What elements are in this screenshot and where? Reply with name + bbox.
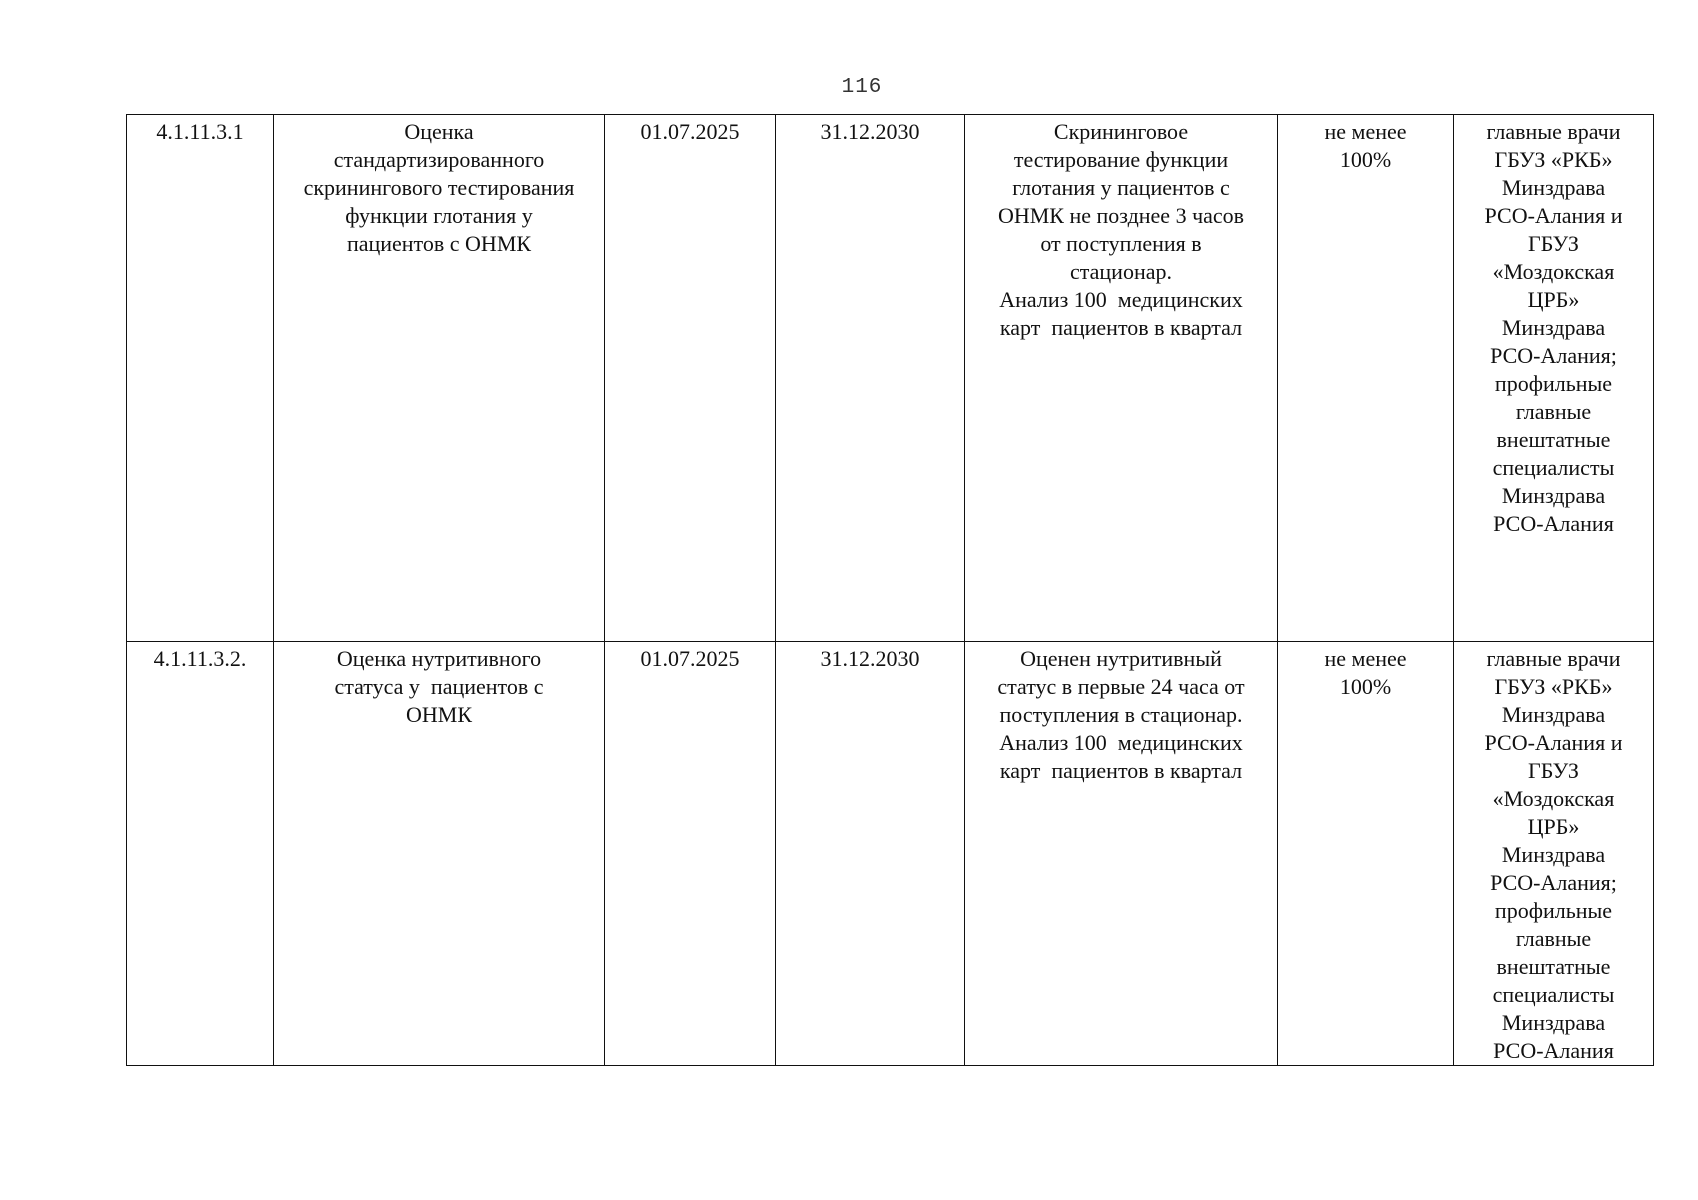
cell-result: Оценен нутритивный статус в первые 24 часа от поступления в стационар. Анализ 100 медицинских карт пациентов в квартал — [965, 642, 1278, 1066]
cell-start-date: 01.07.2025 — [605, 115, 776, 642]
cell-target: не менее 100% — [1278, 115, 1454, 642]
table-row — [127, 642, 1654, 1066]
cell-result: Скрининговое тестирование функции глотания у пациентов с ОНМК не позднее 3 часов от поступления в стационар. Анализ 100 медицинских карт пациентов в квартал — [965, 115, 1278, 642]
cell-code: 4.1.11.3.2. — [127, 642, 274, 1066]
table-row — [127, 115, 1654, 642]
cell-target: не менее 100% — [1278, 642, 1454, 1066]
cell-code: 4.1.11.3.1 — [127, 115, 274, 642]
measures-table — [126, 114, 1654, 1066]
cell-responsible: главные врачи ГБУЗ «РКБ» Минздрава РСО-Алания и ГБУЗ «Моздокская ЦРБ» Минздрава РСО-Алания; профильные главные внештатные специалисты Минздрава РСО-Алания — [1454, 642, 1654, 1066]
cell-title: Оценка стандартизированного скринингового тестирования функции глотания у пациентов с ОНМК — [274, 115, 605, 642]
cell-responsible: главные врачи ГБУЗ «РКБ» Минздрава РСО-Алания и ГБУЗ «Моздокская ЦРБ» Минздрава РСО-Алания; профильные главные внештатные специалисты Минздрава РСО-Алания — [1454, 115, 1654, 642]
cell-end-date: 31.12.2030 — [776, 115, 965, 642]
page-number: 116 — [841, 76, 883, 99]
cell-end-date: 31.12.2030 — [776, 642, 965, 1066]
cell-start-date: 01.07.2025 — [605, 642, 776, 1066]
cell-title: Оценка нутритивного статуса у пациентов с ОНМК — [274, 642, 605, 1066]
